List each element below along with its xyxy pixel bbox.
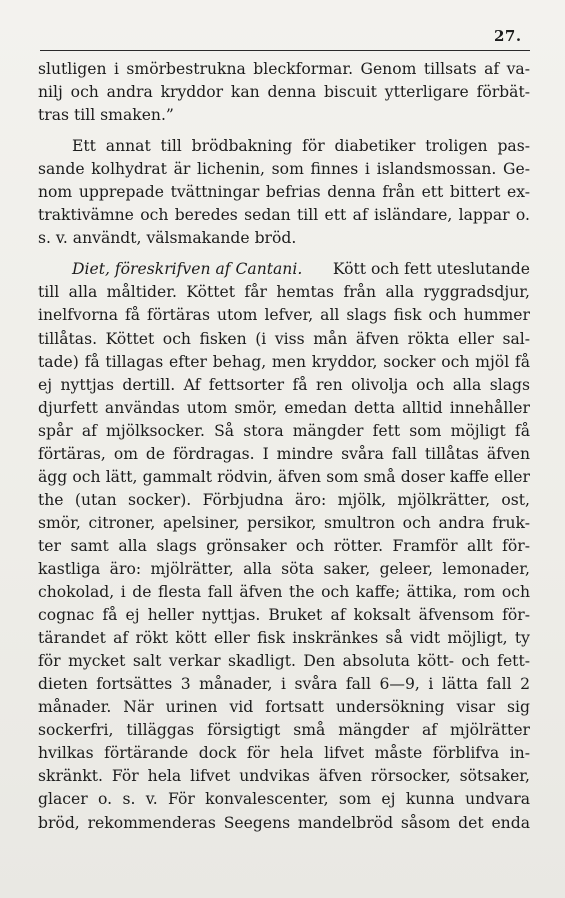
text-line: skränkt. För hela lifvet undvikas äfven rörsocker, sötsaker, [38,767,530,786]
text-line: tärandet af rökt kött eller fisk inskränkes så vidt möjligt, ty [38,629,530,648]
text-line: traktivämne och beredes sedan till ett af isländare, lappar o. [38,206,530,225]
text-line: nilj och andra kryddor kan denna biscuit ytterligare förbät- [38,83,530,102]
text-line: smör, citroner, apelsiner, persikor, smultron och andra fruk- [38,513,530,532]
text-line: cognac få ej heller nyttjas. Bruket af koksalt äfvensom för- [38,606,530,625]
text-line: chokolad, i de flesta fall äfven the och kaffe; ättika, rom och [38,583,530,602]
paragraph-cantani-diet [38,258,530,834]
section-lead-italic: Diet, föreskrifven af Cantani. [72,260,303,279]
text-line: inelfvorna få förtäras utom lefver, all slags fisk och hummer [38,306,530,325]
text-line: dieten fortsättes 3 månader, i svåra fall 6—9, i lätta fall 2 [38,675,530,694]
text-line: tillåtas. Köttet och fisken (i viss mån äfven rökta eller sal- [38,329,530,348]
text-line: ter samt alla slags grönsaker och rötter. Framför allt för- [38,536,530,555]
text-line: nom upprepade tvättningar befrias denna från ett bittert ex- [38,183,530,202]
text-line: slutligen i smörbestrukna bleckformar. Genom tillsats af va- [38,60,530,78]
text-line: till alla måltider. Köttet får hemtas från alla ryggradsdjur, [38,283,530,302]
text-line: the (utan socker). Förbjudna äro: mjölk, mjölkrätter, ost, [38,490,530,509]
paragraph-lichenin [38,135,530,250]
text-line: bröd, rekommenderas Seegens mandelbröd såsom det enda [38,813,530,832]
text-line: s. v. användt, välsmakande bröd. [38,229,297,248]
text-line: ej nyttjas dertill. Af fettsorter få ren olivolja och alla slags [38,375,530,394]
header-rule [40,50,530,51]
section-lead-rest: Kött och fett uteslutande [332,260,530,279]
text-line: för mycket salt verkar skadligt. Den absoluta kött- och fett- [38,652,530,671]
text-line: tras till smaken.” [38,106,174,125]
text-line: månader. När urinen vid fortsatt undersökning visar sig [38,698,530,717]
text-line: spår af mjölksocker. Så stora mängder fett som möjligt få [38,421,530,440]
page-number: 27. [494,27,522,45]
text-line: glacer o. s. v. För konvalescenter, som ej kunna undvara [38,790,530,809]
text-line: ägg och lätt, gammalt rödvin, äfven som små doser kaffe eller [38,467,530,486]
body-text [38,58,530,835]
text-line: Ett annat till brödbakning för diabetiker troligen pas- [72,137,530,156]
text-line: sande kolhydrat är lichenin, som finnes i islandsmossan. Ge- [38,160,530,179]
text-line: hvilkas förtärande dock för hela lifvet måste förblifva in- [38,744,530,763]
text-line: sockerfri, tilläggas försigtigt små mängder af mjölrätter [38,721,530,740]
text-line: djurfett användas utom smör, emedan detta alltid innehåller [38,398,530,417]
paragraph-lead-line [38,258,530,281]
text-line: förtäras, om de fördragas. I mindre svåra fall tillåtas äfven [38,444,530,463]
text-line: kastliga äro: mjölrätter, alla söta saker, geleer, lemonader, [38,559,530,578]
text-line: tade) få tillagas efter behag, men kryddor, socker och mjöl få [38,352,530,371]
paragraph-continuation [38,58,530,127]
